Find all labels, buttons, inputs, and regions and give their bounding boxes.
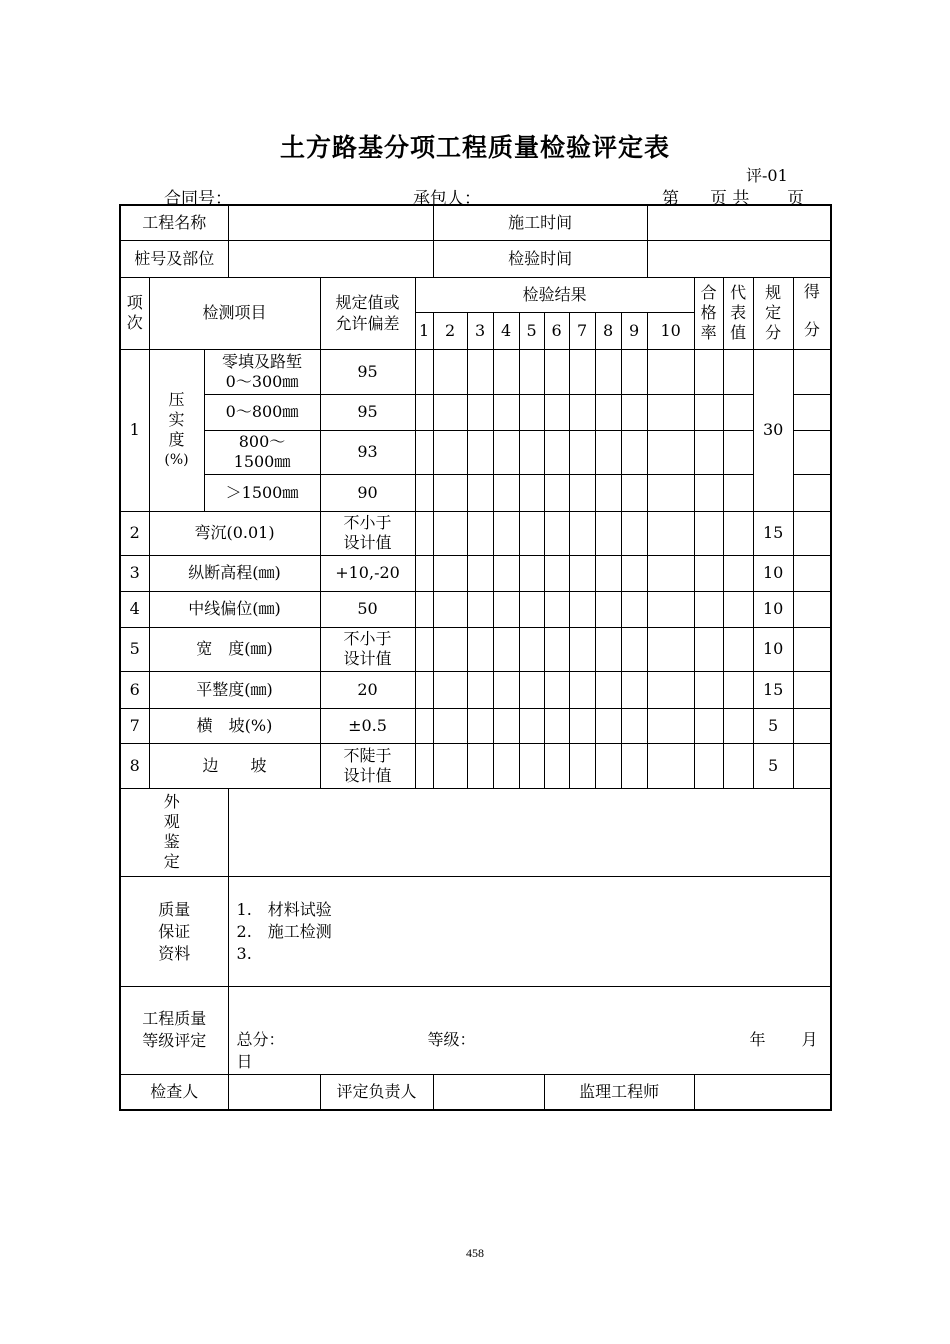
result-col-4: 4 [493,312,519,349]
result-col-6: 6 [544,312,569,349]
spec-header: 规定值或允许偏差 [320,277,415,349]
item-no-header: 项次 [120,277,149,349]
result-col-10: 10 [647,312,694,349]
compaction-spec-3: 93 [320,430,415,474]
compaction-no: 1 [120,349,149,511]
compaction-item-4: ＞1500㎜ [204,474,320,511]
row-item: 平整度(㎜) [149,671,320,708]
check-row [120,743,831,788]
station-location-value [228,240,433,277]
row-spec-score: 15 [753,671,793,708]
row-spec-score: 10 [753,555,793,591]
result-col-2: 2 [433,312,467,349]
quality-doc-item: 2. 施工检测 [236,921,332,941]
row-spec-score: 10 [753,627,793,671]
pass-rate-header: 合格率 [694,277,723,349]
rep-value-header: 代表值 [723,277,753,349]
compaction-spec-2: 95 [320,394,415,430]
project-name-value [228,205,433,240]
score-cell [793,349,831,394]
grade-day-label: 日 [236,1051,253,1071]
form-title: 土方路基分项工程质量检验评定表 [279,133,670,162]
page-number: 458 [466,1246,484,1260]
contractor-label: 承包人： [413,189,481,209]
row-no: 3 [120,555,149,591]
supervisor-signature [694,1074,831,1110]
compaction-spec-1: 95 [320,349,415,394]
score-cell [793,430,831,474]
quality-docs-content [228,876,831,986]
row-no: 4 [120,591,149,627]
row-no: 7 [120,708,149,743]
result-col-9: 9 [621,312,647,349]
score-header-char-1: 得 [803,281,820,301]
check-item-header: 检测项目 [149,277,320,349]
result-col-1: 1 [415,312,433,349]
page-unit-label: 页 [787,189,804,209]
row-spec: 50 [320,591,415,627]
score-header [793,277,831,349]
row-no: 2 [120,511,149,555]
inspector-signature [228,1074,320,1110]
grade-level-label: 等级： [427,1029,476,1049]
contract-no-label: 合同号： [164,189,232,209]
construction-time-label: 施工时间 [433,205,647,240]
page-no-label: 第 [662,189,679,209]
appearance-content [228,788,831,876]
row-spec-score: 10 [753,591,793,627]
row-no: 5 [120,627,149,671]
result-col-7: 7 [569,312,595,349]
row-spec-score: 5 [753,708,793,743]
project-name-label: 工程名称 [120,205,228,240]
grade-content [228,986,831,1074]
station-location-label: 桩号及部位 [120,240,228,277]
compaction-item-1: 零填及路堑 0～300㎜ [204,349,320,394]
form-code: 评-01 [746,166,788,185]
evaluator-signature [433,1074,544,1110]
row-spec: 不小于 设计值 [320,511,415,555]
score-cell [793,474,831,511]
page-total-label: 页 共 [710,189,750,209]
inspection-form-table [119,204,832,1111]
grade-month-label: 月 [801,1029,818,1049]
inspection-time-value [647,240,831,277]
compaction-score: 30 [753,349,793,511]
row-no: 6 [120,671,149,708]
appearance-label: 外 观 鉴 定 [120,788,228,876]
row-spec: ±0.5 [320,708,415,743]
grade-label: 工程质量 等级评定 [120,986,228,1074]
inspection-time-label: 检验时间 [433,240,647,277]
check-row [120,708,831,743]
result-col-3: 3 [467,312,493,349]
row-spec: 不陡于 设计值 [320,743,415,788]
supervisor-label: 监理工程师 [544,1074,694,1110]
construction-time-value [647,205,831,240]
compaction-item-3: 800～ 1500㎜ [204,430,320,474]
evaluator-label: 评定负责人 [320,1074,433,1110]
row-spec-score: 5 [753,743,793,788]
row-item: 边 坡 [149,743,320,788]
grade-year-label: 年 [749,1029,766,1049]
inspector-label: 检查人 [120,1074,228,1110]
check-row [120,627,831,671]
quality-doc-item: 1. 材料试验 [236,899,332,919]
row-spec-score: 15 [753,511,793,555]
row-item: 弯沉(0.01) [149,511,320,555]
quality-doc-item: 3. [236,943,252,963]
row-spec: 不小于 设计值 [320,627,415,671]
score-cell [793,394,831,430]
result-col-5: 5 [519,312,544,349]
score-header-char-2: 分 [803,319,820,339]
check-row [120,591,831,627]
row-item: 中线偏位(㎜) [149,591,320,627]
check-row [120,671,831,708]
row-item: 宽 度(㎜) [149,627,320,671]
row-item: 纵断高程(㎜) [149,555,320,591]
row-no: 8 [120,743,149,788]
grade-total-label: 总分： [236,1029,285,1049]
result-col-8: 8 [595,312,621,349]
compaction-label: 压 实 度 (%) [149,349,204,511]
spec-score-header: 规定分 [753,277,793,349]
row-item: 横 坡(%) [149,708,320,743]
results-header: 检验结果 [415,277,694,312]
row-spec: +10,-20 [320,555,415,591]
compaction-item-2: 0～800㎜ [204,394,320,430]
check-row [120,511,831,555]
row-spec: 20 [320,671,415,708]
quality-docs-label: 质量 保证 资料 [120,876,228,986]
compaction-spec-4: 90 [320,474,415,511]
check-row [120,555,831,591]
